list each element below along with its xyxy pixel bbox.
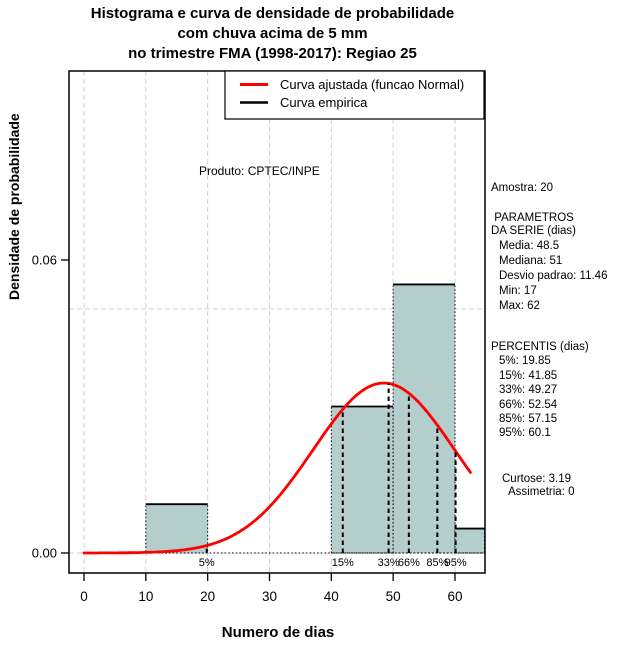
histogram-bar [393,284,455,553]
chart-title-line2: com chuva acima de 5 mm [177,25,368,42]
x-tick-label: 60 [447,589,463,604]
chart-title-line1: Histograma e curva de densidade de probabilidade [90,5,455,22]
x-tick-label: 50 [385,589,401,604]
x-tick-label: 40 [323,589,339,604]
product-annotation: Produto: CPTEC/INPE [199,164,320,178]
stat-min: Min: 17 [499,285,537,297]
percentis-header: PERCENTIS (dias) [491,341,589,353]
percentil-85: 85%: 57.15 [499,413,558,425]
percentile-label: 95% [444,557,467,569]
percentile-label: 66% [397,557,420,569]
stat-media: Media: 48.5 [499,240,560,252]
stat-max: Max: 62 [499,300,540,312]
percentil-33: 33%: 49.27 [499,384,558,396]
histogram-bar [331,407,393,553]
x-axis-title: Numero de dias [221,624,335,641]
histogram-bar [146,504,208,553]
params-header-2: DA SERIE (dias) [491,225,576,237]
params-header-1: PARAMETROS [491,212,574,224]
percentil-15: 15%: 41.85 [499,370,558,382]
histogram-bar [455,529,485,553]
stat-desvio-padrao: Desvio padrao: 11.46 [499,270,608,282]
y-tick-label: 0.00 [31,545,57,561]
chart-title [0,4,545,64]
legend [225,71,484,119]
legend-label-fitted: Curva ajustada (funcao Normal) [280,77,465,92]
stat-mediana: Mediana: 51 [499,255,563,267]
x-tick-label: 30 [261,589,278,604]
percentile-label: 5% [198,557,215,569]
legend-label-empirical: Curva empirica [280,95,368,110]
screenshot-root: 5% 15% 33% 66% 85% 95% 0 10 20 30 40 50 60 0.00 0.06 Curva ajustada (funcao Normal) Curva empirica Histograma e curva de densidade de probabilidade com chuva acima de 5 mm no trimestre FMA (1998-2017): Regiao 25 Produto: CPTEC/INPE Numero de dias Densidade de probabilidade Amostra: 20 PARAMETROS DA SERIE (dias) Media: 48.5 Mediana: 51 Desvio padrao: 11.46 Min: 17 Max: 62 PERCENTIS (dias) 5%: 19.85 15%: 41.85 33%: 49.27 66%: 52.54 85%: 57.15 95%: 60.1 Curtose: 3.19 Assimetria: 0 [0,0,640,660]
stat-assimetria: Assimetria: 0 [508,486,575,498]
percentil-95: 95%: 60.1 [499,427,551,439]
x-tick-label: 20 [200,589,216,604]
x-tick-label: 10 [138,589,154,604]
percentile-label: 15% [331,557,354,569]
percentil-5: 5%: 19.85 [499,355,551,367]
percentile-label: 33% [377,557,400,569]
sample-size-text: Amostra: 20 [491,182,553,194]
x-tick-label: 0 [80,589,88,604]
y-tick-label: 0.06 [31,252,57,268]
percentile-label: 85% [426,557,449,569]
percentil-66: 66%: 52.54 [499,399,558,411]
stat-curtose: Curtose: 3.19 [502,473,572,485]
chart-title-line3: no trimestre FMA (1998-2017): Regiao 25 [128,45,417,62]
